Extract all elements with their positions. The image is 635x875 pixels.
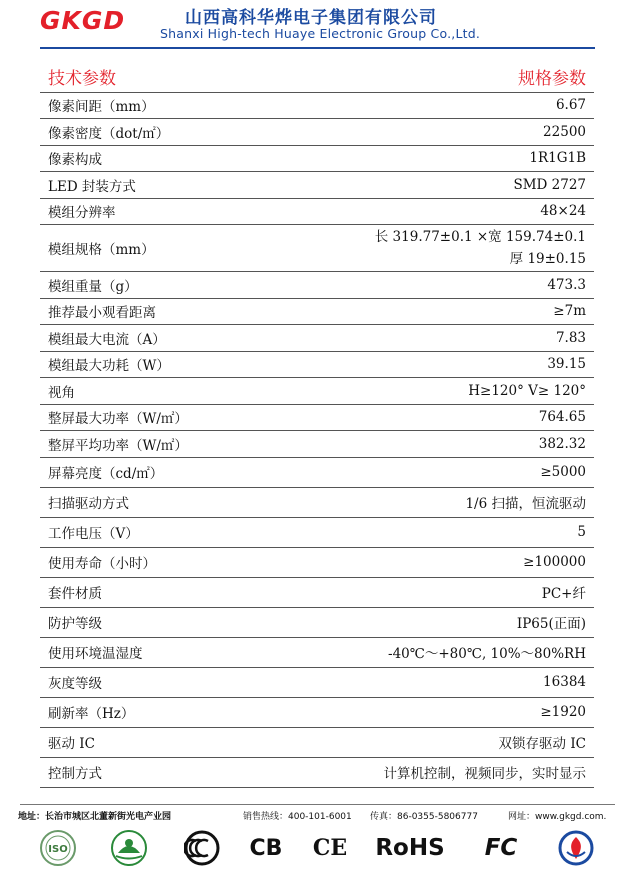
cb-label: CB — [249, 835, 283, 861]
value-cell: ≥100000 — [265, 547, 594, 577]
param-cell: 模组最大功耗（W） — [40, 351, 265, 378]
value-cell: PC+纤 — [265, 577, 594, 607]
table-row — [40, 667, 594, 697]
table-row — [40, 697, 594, 727]
header-divider — [40, 47, 595, 49]
ccc-icon — [182, 828, 222, 868]
param-cell: 模组分辨率 — [40, 198, 265, 225]
value-line: 厚 19±0.15 — [509, 251, 586, 267]
param-cell: 模组最大电流（A） — [40, 325, 265, 352]
brand-emblem-icon — [556, 828, 596, 868]
param-cell: 使用寿命（小时） — [40, 547, 265, 577]
table-row — [40, 325, 594, 352]
table-row — [40, 378, 594, 405]
table-row — [40, 547, 594, 577]
param-cell: 像素构成 — [40, 145, 265, 172]
param-cell: 视角 — [40, 378, 265, 405]
value-cell: 计算机控制，视频同步，实时显示 — [265, 757, 594, 787]
table-row — [40, 607, 594, 637]
value-cell: ≥1920 — [265, 697, 594, 727]
param-cell: 模组规格（mm） — [40, 225, 265, 272]
table-row — [40, 487, 594, 517]
param-cell: 控制方式 — [40, 757, 265, 787]
table-row — [40, 172, 594, 199]
value-cell — [265, 225, 594, 272]
param-cell: LED 封装方式 — [40, 172, 265, 199]
table-row — [40, 272, 594, 299]
value-cell: 48×24 — [265, 198, 594, 225]
param-cell: 模组重量（g） — [40, 272, 265, 299]
iso-label: ISO — [48, 844, 68, 855]
value-cell: IP65(正面) — [265, 607, 594, 637]
cb-icon — [245, 828, 287, 868]
param-cell: 整屏平均功率（W/㎡） — [40, 431, 265, 458]
table-row — [40, 404, 594, 431]
param-cell: 刷新率（Hz） — [40, 697, 265, 727]
param-cell: 屏幕亮度（cd/㎡） — [40, 457, 265, 487]
value-cell: 473.3 — [265, 272, 594, 299]
table-row — [40, 145, 594, 172]
value-cell: 764.65 — [265, 404, 594, 431]
fc-label: FC — [484, 835, 518, 861]
ce-icon — [310, 828, 350, 868]
value-cell: 双锁存驱动 IC — [265, 727, 594, 757]
param-cell: 扫描驱动方式 — [40, 487, 265, 517]
value-cell: 5 — [265, 517, 594, 547]
value-cell: 1/6 扫描，恒流驱动 — [265, 487, 594, 517]
table-row — [40, 637, 594, 667]
value-cell: 39.15 — [265, 351, 594, 378]
param-cell: 套件材质 — [40, 577, 265, 607]
param-cell: 像素密度（dot/㎡） — [40, 119, 265, 146]
table-row — [40, 727, 594, 757]
value-line: 长 319.77±0.1 ×宽 159.74±0.1 — [374, 229, 586, 245]
table-header-row — [40, 62, 594, 92]
company-name-cn: 山西高科华烨电子集团有限公司 — [185, 8, 437, 28]
param-cell: 推荐最小观看距离 — [40, 298, 265, 325]
table-row — [40, 757, 594, 787]
spec-table — [40, 62, 594, 788]
fc-icon — [480, 828, 522, 868]
column-header-param: 技术参数 — [40, 62, 265, 92]
table-row — [40, 298, 594, 325]
value-cell: 22500 — [265, 119, 594, 146]
column-header-spec: 规格参数 — [265, 62, 594, 92]
environment-cert-icon — [108, 828, 150, 868]
table-row — [40, 351, 594, 378]
param-cell: 工作电压（V） — [40, 517, 265, 547]
ce-label: CE — [312, 835, 348, 861]
param-cell: 像素间距（mm） — [40, 92, 265, 119]
value-cell: -40℃～+80℃, 10%～80%RH — [265, 637, 594, 667]
table-row — [40, 577, 594, 607]
table-row — [40, 457, 594, 487]
value-cell: H≥120° V≥ 120° — [265, 378, 594, 405]
table-row — [40, 517, 594, 547]
param-cell: 防护等级 — [40, 607, 265, 637]
iso-icon — [38, 828, 78, 868]
rohs-icon — [370, 828, 450, 868]
rohs-label: RoHS — [375, 835, 445, 861]
param-cell: 使用环境温湿度 — [40, 637, 265, 667]
table-row — [40, 198, 594, 225]
table-row — [40, 119, 594, 146]
value-cell: 16384 — [265, 667, 594, 697]
footer-address: 地址：长治市城区北董新街光电产业园 — [18, 812, 172, 822]
param-cell: 驱动 IC — [40, 727, 265, 757]
company-logo: GKGD — [40, 6, 126, 35]
value-cell: SMD 2727 — [265, 172, 594, 199]
footer-divider — [20, 804, 615, 805]
value-cell: 6.67 — [265, 92, 594, 119]
footer-website: 网址：www.gkgd.com. — [508, 812, 607, 822]
value-cell: 7.83 — [265, 325, 594, 352]
value-cell: ≥7m — [265, 298, 594, 325]
table-row — [40, 225, 594, 272]
table-row — [40, 92, 594, 119]
footer-hotline: 销售热线：400-101-6001 — [243, 812, 352, 822]
table-row — [40, 431, 594, 458]
company-name-en: Shanxi High-tech Huaye Electronic Group Co.,Ltd. — [160, 26, 481, 41]
value-cell: 1R1G1B — [265, 145, 594, 172]
page-header — [0, 0, 635, 50]
value-cell: 382.32 — [265, 431, 594, 458]
param-cell: 整屏最大功率（W/㎡） — [40, 404, 265, 431]
value-cell: ≥5000 — [265, 457, 594, 487]
footer-fax: 传真：86-0355-5806777 — [370, 812, 478, 822]
certification-logos — [0, 828, 635, 868]
param-cell: 灰度等级 — [40, 667, 265, 697]
